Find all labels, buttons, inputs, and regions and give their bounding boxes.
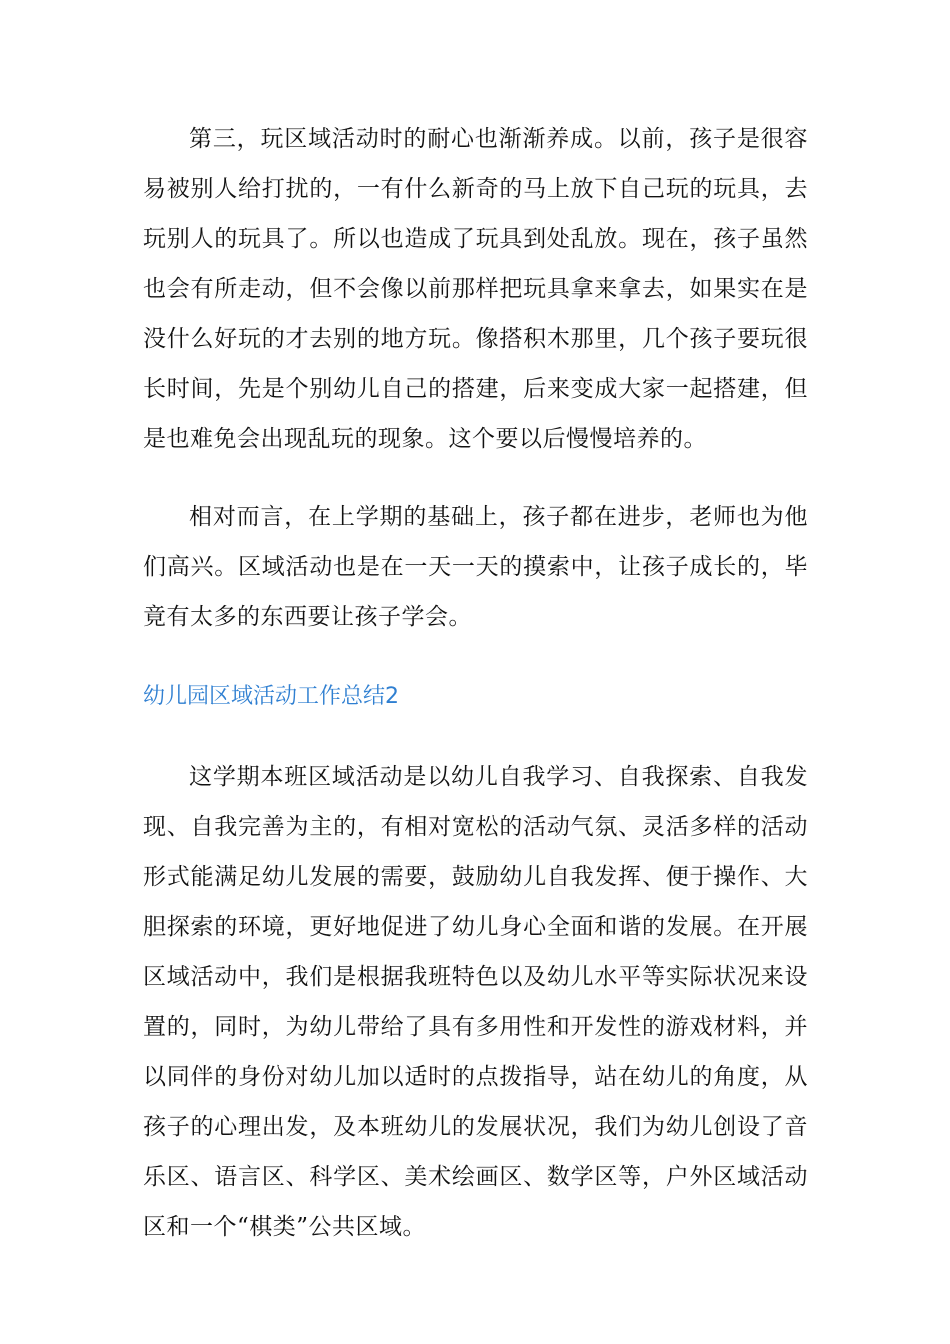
paragraph-progress: 相对而言，在上学期的基础上，孩子都在进步，老师也为他们高兴。区域活动也是在一天一天的摸索中，让孩子成长的，毕竟有太多的东西要让孩子学会。 xyxy=(143,504,808,630)
paragraph-patience: 第三，玩区域活动时的耐心也渐渐养成。以前，孩子是很容易被别人给打扰的，一有什么新奇的马上放下自己玩的玩具，去玩别人的玩具了。所以也造成了玩具到处乱放。现在，孩子虽然也会有所走动，但不会像以前那样把玩具拿来拿去，如果实在是没什么好玩的才去别的地方玩。像搭积木那里，几个孩子要玩很长时间，先是个别幼儿自己的搭建，后来变成大家一起搭建，但是也难免会出现乱玩的现象。这个要以后慢慢培养的。 xyxy=(143,126,808,452)
paragraph-section-body: 这学期本班区域活动是以幼儿自我学习、自我探索、自我发现、自我完善为主的，有相对宽松的活动气氛、灵活多样的活动形式能满足幼儿发展的需要，鼓励幼儿自我发挥、便于操作、大胆探索的环境，更好地促进了幼儿身心全面和谐的发展。在开展区域活动中，我们是根据我班特色以及幼儿水平等实际状况来设置的，同时，为幼儿带给了具有多用性和开发性的游戏材料，并以同伴的身份对幼儿加以适时的点拨指导，站在幼儿的角度，从孩子的心理出发，及本班幼儿的发展状况，我们为幼儿创设了音乐区、语言区、科学区、美术绘画区、数学区等，户外区域活动区和一个“棋类”公共区域。 xyxy=(143,764,808,1240)
document-page xyxy=(143,114,808,1252)
section-heading: 幼儿园区域活动工作总结2 xyxy=(143,684,399,709)
